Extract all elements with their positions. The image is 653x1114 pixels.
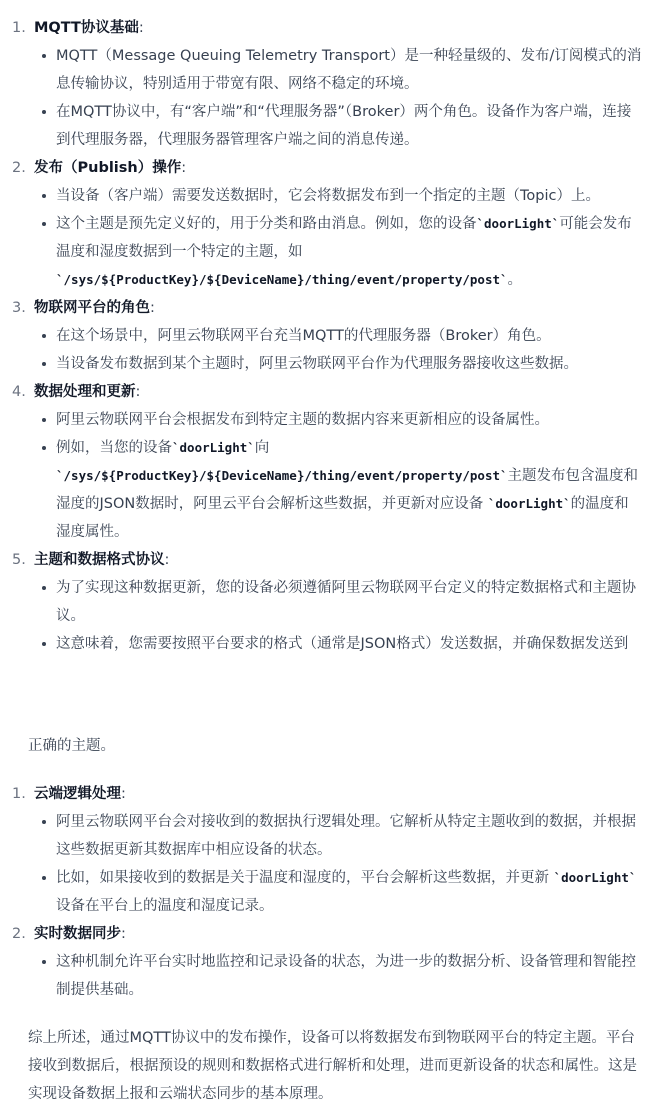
bullet-text: 比如，如果接收到的数据是关于温度和湿度的，平台会解析这些数据，并更新 — [56, 870, 554, 886]
bullet-item — [34, 42, 653, 98]
section-title — [34, 154, 653, 182]
bullet-list — [34, 948, 653, 1004]
section-title-colon: : — [121, 926, 126, 942]
bullet-list — [34, 182, 653, 294]
numbered-list-1 — [0, 14, 653, 658]
bullet-list — [34, 42, 653, 154]
bullet-item — [34, 406, 653, 434]
bullet-text: 为了实现这种数据更新，您的设备必须遵循阿里云物联网平台定义的特定数据格式和主题协议。 — [56, 580, 636, 624]
list-number: 1. — [12, 20, 26, 36]
bullet-item — [34, 808, 653, 864]
section-title-colon: : — [150, 300, 155, 316]
section-title-text: 主题和数据格式协议 — [34, 552, 165, 568]
list-section — [0, 154, 653, 294]
continuation-text: 正确的主题。 — [28, 738, 115, 754]
bullet-text: 向 — [254, 440, 270, 456]
section-title-text: 发布（Publish）操作 — [34, 160, 182, 176]
list-section — [0, 378, 653, 546]
list-2-wrap — [0, 780, 653, 1004]
section-title-colon: : — [121, 786, 126, 802]
list-number: 4. — [12, 384, 26, 400]
section-title-text: 实时数据同步 — [34, 926, 121, 942]
list-1-wrap — [0, 14, 653, 658]
list-number: 2. — [12, 926, 26, 942]
section-title-colon: : — [138, 20, 144, 36]
bullet-item — [34, 322, 653, 350]
bullet-item — [34, 182, 653, 210]
bullet-item — [34, 630, 653, 658]
bullet-text: 设备在平台上的温度和湿度记录。 — [56, 898, 274, 914]
list-number: 1. — [12, 786, 26, 802]
section-title-colon: : — [181, 160, 187, 176]
section-title-text: 云端逻辑处理 — [34, 786, 121, 802]
bullet-item — [34, 574, 653, 630]
section-title — [34, 14, 653, 42]
section-title-text: MQTT协议基础 — [34, 20, 139, 36]
list-number: 2. — [12, 160, 26, 176]
bullet-list — [34, 808, 653, 920]
inline-code: `/sys/${ProductKey}/${DeviceName}/thing/event/property/post` — [56, 468, 508, 483]
bullet-item — [34, 948, 653, 1004]
bullet-text: 当设备发布数据到某个主题时，阿里云物联网平台作为代理服务器接收这些数据。 — [56, 356, 578, 372]
inline-code: `doorLight` — [553, 870, 637, 885]
bullet-list — [34, 322, 653, 378]
inline-code: `doorLight` — [487, 496, 571, 511]
section-title — [34, 780, 653, 808]
bullet-text: 的温度和湿度属性。 — [56, 496, 629, 540]
bullet-text: 这种机制允许平台实时地监控和记录设备的状态，为进一步的数据分析、设备管理和智能控制提供基础。 — [56, 954, 636, 998]
summary-paragraph: 综上所述，通过MQTT协议中的发布操作，设备可以将数据发布到物联网平台的特定主题。平台接收到数据后，根据预设的规则和数据格式进行解析和处理，进而更新设备的状态和属性。这是实现设备数据上报和云端状态同步的基本原理。 — [28, 1030, 637, 1102]
section-title — [34, 294, 653, 322]
bullet-item — [34, 210, 653, 294]
list-section — [0, 546, 653, 658]
list-number: 5. — [12, 552, 26, 568]
bullet-text: 主题发布包含温度和湿度的JSON数据时，阿里云平台会解析这些数据，并更新对应设备 — [56, 468, 639, 512]
inline-code: `/sys/${ProductKey}/${DeviceName}/thing/event/property/post` — [56, 272, 508, 287]
section-title-colon: : — [135, 384, 141, 400]
section-title — [34, 378, 653, 406]
numbered-list-2 — [0, 780, 653, 1004]
section-title-text: 物联网平台的角色 — [34, 300, 150, 316]
list-section — [0, 14, 653, 154]
section-title-colon: : — [164, 552, 170, 568]
bullet-text: MQTT（Message Queuing Telemetry Transport）是一种轻量级的、发布/订阅模式的消息传输协议，特别适用于带宽有限、网络不稳定的环境。 — [56, 48, 642, 92]
bullet-text: 例如，当您的设备 — [56, 440, 172, 456]
bullet-text: 。 — [507, 272, 523, 288]
list-section — [0, 920, 653, 1004]
bullet-text: 阿里云物联网平台会对接收到的数据执行逻辑处理。它解析从特定主题收到的数据，并根据这些数据更新其数据库中相应设备的状态。 — [56, 814, 636, 858]
bullet-item — [34, 98, 653, 154]
bullet-item — [34, 434, 653, 546]
bullet-text: 在这个场景中，阿里云物联网平台充当MQTT的代理服务器（Broker）角色。 — [56, 328, 551, 344]
bullet-list — [34, 406, 653, 546]
list-section — [0, 780, 653, 920]
inline-code: `doorLight` — [476, 216, 560, 231]
bullet-item — [34, 350, 653, 378]
inline-code: `doorLight` — [172, 440, 255, 455]
bullet-text: 在MQTT协议中，有“客户端”和“代理服务器”（Broker）两个角色。设备作为客户端，连接到代理服务器，代理服务器管理客户端之间的消息传递。 — [56, 104, 632, 148]
list-number: 3. — [12, 300, 26, 316]
bullet-text: 可能会发布温度和湿度数据到一个特定的主题，如 — [56, 216, 632, 260]
bullet-item — [34, 864, 653, 920]
section-title — [34, 546, 653, 574]
section-title-text: 数据处理和更新 — [34, 384, 136, 400]
section-title — [34, 920, 653, 948]
bullet-list — [34, 574, 653, 658]
list-section — [0, 294, 653, 378]
bullet-text: 这个主题是预先定义好的，用于分类和路由消息。例如，您的设备 — [56, 216, 477, 232]
bullet-text: 阿里云物联网平台会根据发布到特定主题的数据内容来更新相应的设备属性。 — [56, 412, 549, 428]
bullet-text: 当设备（客户端）需要发送数据时，它会将数据发布到一个指定的主题（Topic）上。 — [56, 188, 600, 204]
bullet-text: 这意味着，您需要按照平台要求的格式（通常是JSON格式）发送数据，并确保数据发送到 — [56, 636, 629, 652]
